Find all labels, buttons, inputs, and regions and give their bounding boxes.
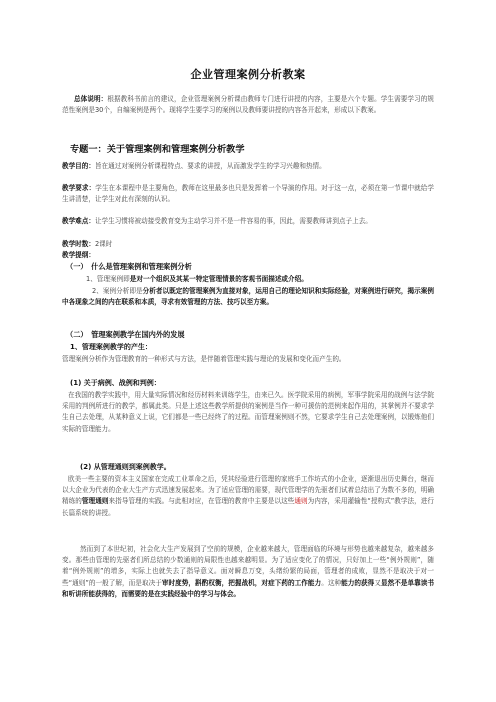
rules-red-term: 通则 <box>294 497 308 506</box>
point3-paragraph: 然而到了本世纪初，社会化大生产发展到了空前的规模，企业越来越大，管理面临的环境与形势也越来越复杂，越来越多变。那些由管理的先驱者们所总结的少数通则的局限性也越来越明显。为了适应变化了的情况，只好加上一些“例外规则”，随着“例外规则”的增多，实际上也就失去了指导意义。面对瞬息万变，头绪纷繁的局面，管理者的成败，显然不是取决于对一些“通则”的一般了解，而是取决于审时度势，斟酌权衡，把握战机，对症下药的工作能力。这种能力的获得又显然不是单靠读书和听讲所能获得的，而需要的是在实践经验中的学习与体会。 <box>62 545 435 598</box>
item1-paragraph <box>86 274 434 285</box>
section1-heading: （一） 什么是管理案例和管理案例分析 <box>66 262 192 271</box>
hours-text: 2课时 <box>94 240 113 248</box>
management-rules-term: 管理通则 <box>81 497 109 506</box>
conclusion-phrase: 显然不是单靠读书和听讲所能获得的，而需要的是在实践经验中的学习与体会。 <box>62 578 435 598</box>
summary-paragraph <box>62 94 434 116</box>
item2-prefix: 2、案例分析即是 <box>92 287 143 295</box>
goal-paragraph <box>62 161 434 172</box>
hours-paragraph <box>62 239 434 250</box>
difficulty-paragraph <box>62 216 434 227</box>
goal-label: 教学目的： <box>62 162 95 170</box>
point1-heading: (1) 关于病例、战例和判例： <box>70 379 161 387</box>
section2-heading: （二） 管理案例教学在国内外的发展 <box>66 330 185 339</box>
difficulty-text: 让学生习惯将被动接受教育变为主动学习并不是一件容易的事，因此，需要教师讲到点子上去。 <box>94 217 372 225</box>
point2-heading: (2) 从管理通则到案例教学。 <box>80 463 171 471</box>
ability-phrase: 审时度势，斟酌权衡，把握战机，对症下药的工作能力 <box>161 578 322 587</box>
outline-label: 教学提纲： <box>62 251 95 259</box>
requirement-label: 教学要求： <box>62 184 96 192</box>
point2-paragraph: 欧美一些主要的资本主义国家在完成工业革命之后，凭其经验进行管理的家庭手工作坊式的小企业，逐渐退出历史舞台，继而以大企业为代表的企业大生产方式迅速发展起来。为了适应管理的需要，现代管理学的先驱者们试着总结出了为数不多的，明确精练的管理通则来指导管理的实践。与此相对应，在管理的教育中主要是以这些通则为内容，采用灌输性“授构式”教学法，进行长篇系统的讲授。 <box>62 475 435 517</box>
item1-bold: 是对一个组织及其某一特定管理情景的客观书面描述或介绍。 <box>129 275 308 283</box>
hours-label: 教学时数： <box>62 240 95 248</box>
difficulty-label: 教学难点： <box>62 217 95 225</box>
subsection1-paragraph: 管理案例分析作为管理教育的一种形式与方法，是伴随着管理实践与理论的发展和变化而产生的。 <box>62 355 346 363</box>
subsection1-heading: 1、管理案例教学的产生： <box>70 343 152 351</box>
topic1-heading: 专题一：关于管理案例和管理案例分析教学 <box>70 144 245 155</box>
document-title: 企业管理案例分析教案 <box>190 68 306 81</box>
point1-paragraph: 在我国的教学实践中，用大量实际情况和经历材料来训练学生，由来已久。医学院采用的病例，军事学院采用的战例与法学院采用的判例所进行的教学，都属此类。只是上述这些教学所提供的案例是当作一种可援仿的范例来起作用的，其掌例并不要求学生自己去处理，从某种意义上说，它们都是一些已经终了的过程。而管理案例则不然，它要求学生自己去处理案例，以锻炼他们实际的管理能力。 <box>62 391 434 433</box>
item2-paragraph <box>62 286 434 308</box>
item2-bold: 分析者以既定的管理案例为直接对象，运用自己的理论知识和实际经验，对案例进行研究，揭示案例中各现象之间的内在联系和本质，寻求有效管理的方法、技巧以至方案。 <box>62 287 434 307</box>
requirement-text: 学生在本课程中是主要角色，教师在这里最多也只是发挥着一个导演的作用。对于这一点，必须在第一节课中就给学生讲清楚，让学生对此有深刻的认识。 <box>62 184 434 204</box>
goal-text: 旨在通过对案例分析课程特点、要求的讲授，从而激发学生的学习兴趣和热情。 <box>94 162 326 170</box>
summary-label: 总体说明： <box>74 95 108 103</box>
summary-text: 根据教科书前言的建议，企业管理案例分析课由教师专门进行讲授的内容，主要是六个专题。学生需要学习的规范性案例是30个，自编案例是两个。现将学生要学习的案例以及教师要讲授的内容各开起来，形成以下教案。 <box>62 95 435 115</box>
item1-prefix: 1、管理案例即 <box>86 275 130 283</box>
requirement-paragraph <box>62 183 434 205</box>
